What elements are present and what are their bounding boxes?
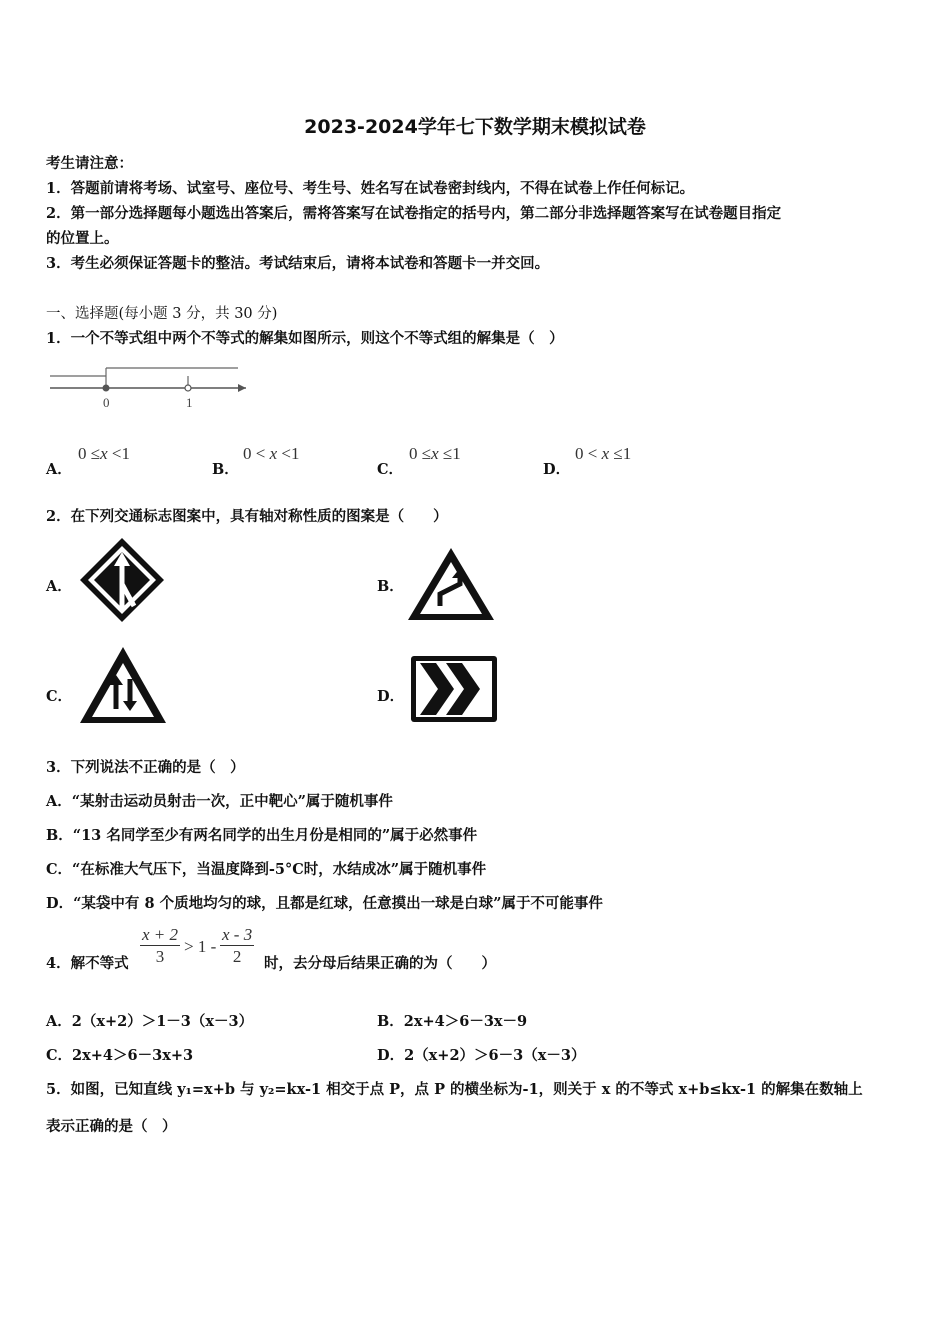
q1-option-a-label: A． [46,461,72,478]
q4-option-d[interactable]: D．2（x+2）＞6－3（x－3） [377,1047,586,1064]
q5-stem-line2: 表示正确的是（ ） [46,1118,177,1135]
notice-item-3: 3．考生必须保证答题卡的整洁。考试结束后，请将本试卷和答题卡一并交回。 [46,255,550,272]
q1-stem: 1．一个不等式组中两个不等式的解集如图所示，则这个不等式组的解集是（ ） [46,330,564,347]
q1-option-a[interactable] [46,458,72,479]
q4-frac1-den: 3 [155,947,165,966]
q3-option-c[interactable]: C．“在标准大气压下，当温度降到-5°C时，水结成冰”属于随机事件 [46,861,487,878]
q4-fraction-2 [220,925,254,968]
q1-option-d[interactable] [543,458,570,479]
axis-label-0: 0 [103,395,110,410]
page-title: 2023-2024学年七下数学期末模拟试卷 [304,116,646,138]
q4-frac1-num: x + 2 [142,925,179,944]
q4-suffix: 时，去分母后结果正确的为（ ） [264,955,496,972]
q3-option-d[interactable]: D．“某袋中有 8 个质地均匀的球，且都是红球，任意摸出一球是白球”属于不可能事件 [46,895,603,912]
q3-option-b[interactable]: B．“13 名同学至少有两名同学的出生月份是相同的”属于必然事件 [46,827,478,844]
q1-option-b-expr: 0 < x <1 [243,444,300,463]
q4-prefix: 4．解不等式 [46,955,129,972]
section-heading: 一、选择题(每小题 3 分，共 30 分) [46,306,278,322]
q2-option-d-label[interactable]: D． [377,688,405,705]
q3-option-a[interactable]: A．“某射击运动员射击一次，正中靶心”属于随机事件 [46,793,393,810]
notice-item-1: 1．答题前请将考场、试室号、座位号、考生号、姓名写在试卷密封线内，不得在试卷上作任何标记。 [46,180,695,197]
merge-sign-icon [78,536,166,624]
q4-option-c[interactable]: C．2x+4＞6－3x+3 [46,1047,194,1064]
q1-option-d-expr: 0 < x ≤1 [575,444,632,463]
q3-stem: 3．下列说法不正确的是（ ） [46,759,245,776]
q5-stem-line1: 5．如图，已知直线 y₁=x+b 与 y₂=kx-1 相交于点 P，点 P 的横坐标为-1，则关于 x 的不等式 x+b≤kx-1 的解集在数轴上 [46,1081,863,1098]
q4-option-b[interactable]: B．2x+4＞6－3x－9 [377,1013,528,1030]
q1-option-c[interactable] [377,458,403,479]
q4-middle: > 1 - [184,937,217,956]
winding-road-sign-icon [406,546,496,622]
q4-fraction-1 [140,925,180,968]
q2-option-c-label[interactable]: C． [46,688,73,705]
q1-number-line [46,362,256,412]
q4-frac2-num: x - 3 [222,925,253,944]
q1-option-b[interactable] [212,458,239,479]
q1-option-d-label: D． [543,461,571,478]
q2-option-b-label[interactable]: B． [377,578,404,595]
notice-item-2-cont: 的位置上。 [46,230,119,247]
q1-option-c-expr: 0 ≤x ≤1 [409,444,461,463]
chevron-sign-icon [410,655,498,723]
q2-stem: 2．在下列交通标志图案中，具有轴对称性质的图案是（ ） [46,508,448,525]
notice-item-2: 2．第一部分选择题每小题选出答案后，需将答案写在试卷指定的括号内，第二部分非选择题答案写在试卷题目指定 [46,205,782,222]
q1-option-c-label: C． [377,461,404,478]
q4-frac2-den: 2 [232,947,242,966]
notice-heading: 考生请注意： [46,155,133,172]
two-way-traffic-sign-icon [78,645,168,725]
q1-option-b-label: B． [212,461,239,478]
axis-label-1: 1 [186,395,193,410]
q1-option-a-expr: 0 ≤x <1 [78,444,130,463]
q2-option-a-label[interactable]: A． [46,578,72,595]
q4-option-a[interactable]: A．2（x+2）＞1－3（x－3） [46,1013,254,1030]
